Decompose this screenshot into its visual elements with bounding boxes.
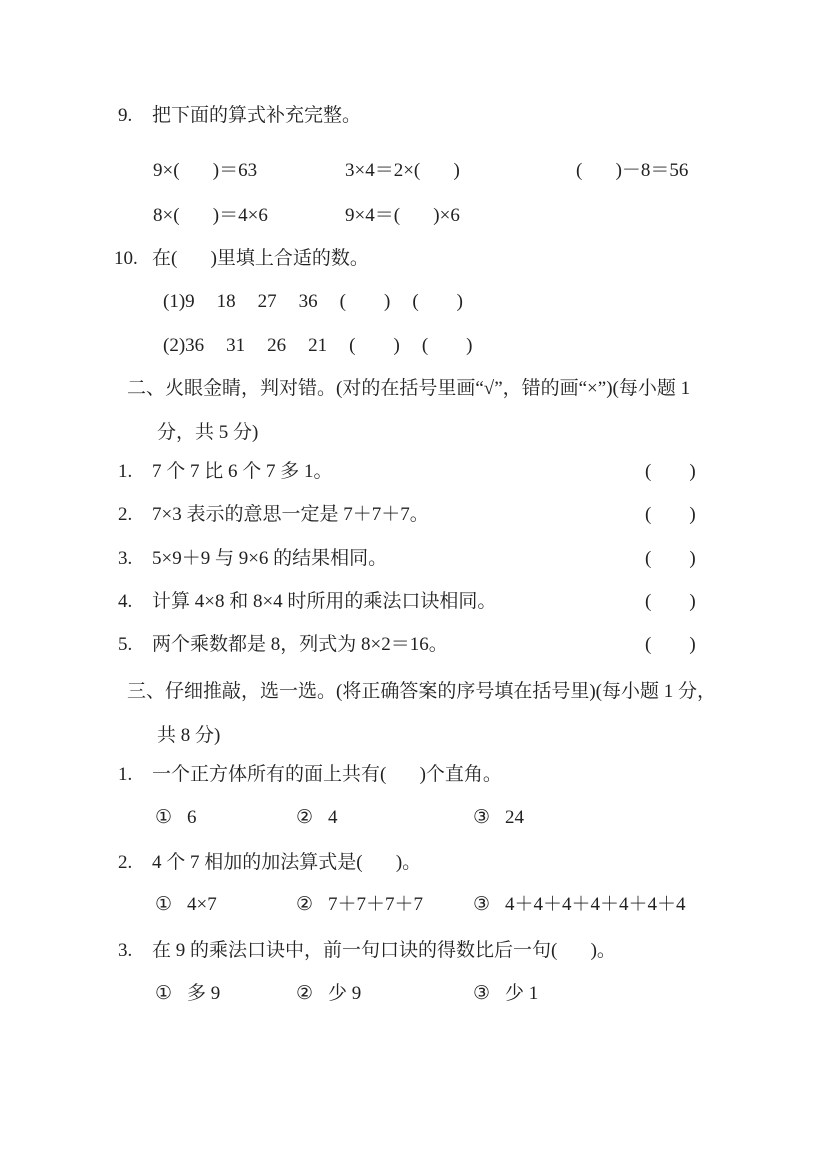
blank-parentheses: ( ) [349,335,400,356]
answer-parentheses: ( ) [645,591,696,612]
sequence-item: 21 [308,335,328,356]
q9-title: 把下面的算式补充完整。 [152,105,362,126]
section2-heading-text1: 二、火眼金睛，判对错。(对的在括号里画“√”，错的画“×”)(每小题 1 [127,378,691,399]
choice-question [0,938,827,964]
item-number: 3. [118,940,133,961]
choice-question [0,850,827,876]
choice-mark: ① [155,807,173,828]
equation: 9×( )＝63 [153,160,258,181]
judgment-item [0,459,827,485]
equation: 8×( )＝4×6 [153,205,268,226]
answer-parentheses: ( ) [645,461,696,482]
choice-row [0,805,827,831]
item-text: 4 个 7 相加的加法算式是( )。 [152,852,422,873]
blank-parentheses: ( ) [339,291,391,312]
choice-mark: ③ [473,894,491,915]
q10-title: 在( )里填上合适的数。 [152,248,369,269]
choice-row [0,892,827,918]
answer-parentheses: ( ) [645,504,696,525]
choice-mark: ③ [473,983,491,1004]
choice-mark: ② [296,983,314,1004]
choice-label: 少 9 [328,983,362,1004]
choice-option [296,892,423,918]
choice-option [473,892,686,918]
item-number: 2. [118,852,133,873]
q10-sequence-2 [163,333,472,359]
sequence-item: 26 [267,335,287,356]
blank-parentheses: ( ) [421,335,473,356]
choice-label: 4 [328,807,338,828]
choice-option [473,981,538,1007]
sequence-item: 18 [216,291,236,312]
choice-label: 少 1 [505,983,539,1004]
sequence-item: 31 [226,335,246,356]
choice-mark: ① [155,983,173,1004]
judgment-item [0,589,827,615]
choice-mark: ③ [473,807,491,828]
item-number: 5. [118,634,133,655]
sequence-item: (1)9 [163,291,195,312]
item-number: 1. [118,764,133,785]
item-text: 在 9 的乘法口诀中，前一句口诀的得数比后一句( )。 [152,940,616,961]
item-number: 4. [118,591,133,612]
item-text: 7×3 表示的意思一定是 7＋7＋7。 [152,504,429,525]
section2-heading-line2 [0,420,827,446]
section2-heading-text2: 分，共 5 分) [157,422,259,443]
item-text: 5×9＋9 与 9×6 的结果相同。 [152,548,388,569]
choice-label: 多 9 [187,983,221,1004]
section2-heading-line1 [0,376,827,402]
equation: 3×4＝2×( ) [345,160,460,181]
choice-option [473,805,524,831]
q10-number: 10. [114,248,138,269]
q9-heading-line [0,103,827,129]
equation: 9×4＝( )×6 [345,205,460,226]
choice-label: 24 [505,807,525,828]
answer-parentheses: ( ) [645,634,696,655]
section3-heading-text1: 三、仔细推敲，选一选。(将正确答案的序号填在括号里)(每小题 1 分， [127,681,716,702]
choice-option [155,805,197,831]
item-text: 两个乘数都是 8，列式为 8×2＝16。 [152,634,448,655]
choice-question [0,762,827,788]
judgment-item [0,502,827,528]
choice-option [155,892,217,918]
equation: ( )－8＝56 [576,160,689,181]
choice-mark: ② [296,807,314,828]
item-number: 2. [118,504,133,525]
q10-heading-line [0,246,827,272]
choice-option [155,981,220,1007]
answer-parentheses: ( ) [645,548,696,569]
choice-mark: ① [155,894,173,915]
choice-option [296,805,338,831]
sequence-item: 36 [298,291,318,312]
choice-option [296,981,361,1007]
section3-heading-line1 [0,679,827,705]
section3-heading-text2: 共 8 分) [157,725,221,746]
q10-sequence-1 [163,289,463,315]
choice-label: 4＋4＋4＋4＋4＋4＋4 [505,894,686,915]
q9-equations-row2 [0,203,827,229]
choice-row [0,981,827,1007]
choice-label: 6 [187,807,197,828]
section3-heading-line2 [0,723,827,749]
item-text: 7 个 7 比 6 个 7 多 1。 [152,461,333,482]
item-number: 1. [118,461,133,482]
item-text: 计算 4×8 和 8×4 时所用的乘法口诀相同。 [152,591,497,612]
item-text: 一个正方体所有的面上共有( )个直角。 [152,764,502,785]
q9-number: 9. [118,105,133,126]
choice-label: 7＋7＋7＋7 [328,894,424,915]
choice-label: 4×7 [187,894,217,915]
item-number: 3. [118,548,133,569]
judgment-item [0,632,827,658]
sequence-item: (2)36 [163,335,205,356]
choice-mark: ② [296,894,314,915]
sequence-item: 27 [257,291,277,312]
q9-equations-row1 [0,158,827,184]
blank-parentheses: ( ) [412,291,463,312]
judgment-item [0,546,827,572]
